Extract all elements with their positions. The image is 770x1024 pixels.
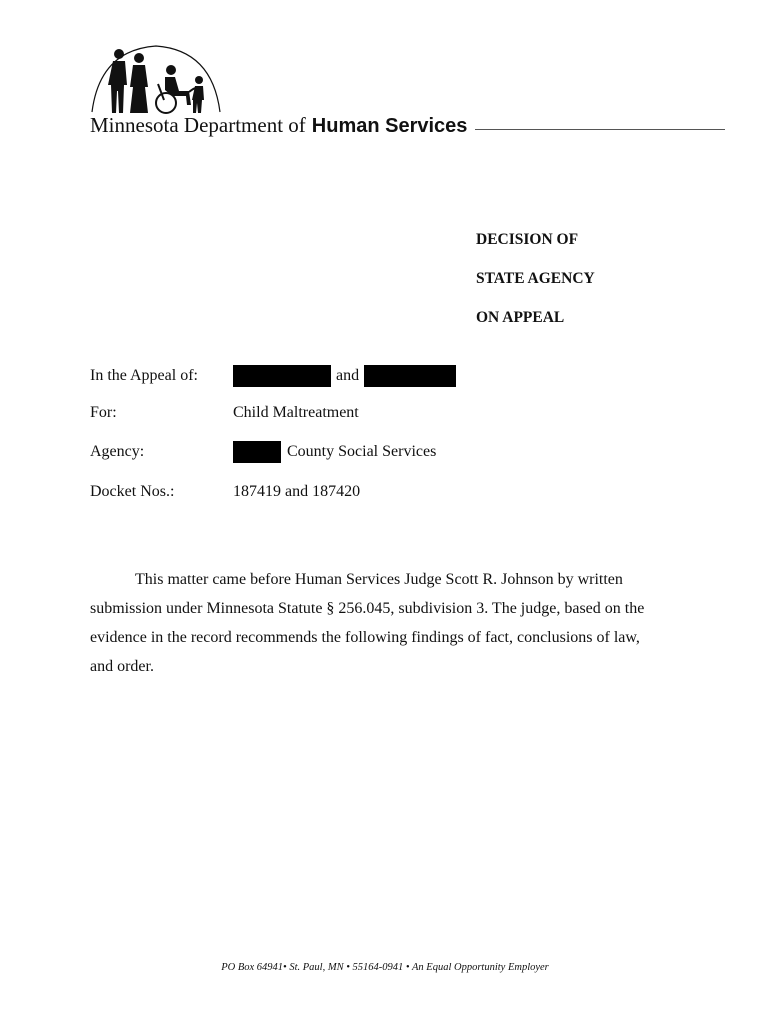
docket-label: Docket Nos.: (90, 483, 175, 500)
appeal-connector: and (336, 367, 360, 385)
agency-letterhead (90, 114, 725, 138)
body-line: This matter came before Human Services Judge Scott R. Johnson by written (135, 571, 623, 588)
agency-label: Agency: (90, 443, 145, 460)
agency-name-bold: Human Services (311, 115, 468, 137)
agency-name-prefix: Minnesota Department of (90, 113, 306, 137)
decision-title-block (476, 229, 595, 346)
docket-value: 187419 and 187420 (233, 483, 361, 500)
letterhead-rule (475, 129, 725, 130)
appeal-label: In the Appeal of: (90, 367, 198, 384)
page-footer: PO Box 64941• St. Paul, MN • 55164-0941 • An Equal Opportunity Employer (221, 962, 549, 973)
redaction-box (364, 365, 456, 387)
redaction-box (233, 441, 281, 463)
decision-line-2: STATE AGENCY (476, 270, 595, 287)
body-line: and order. (90, 658, 154, 675)
body-line: evidence in the record recommends the following findings of fact, conclusions of law, (90, 629, 640, 646)
decision-line-3: ON APPEAL (476, 309, 565, 326)
body-line: submission under Minnesota Statute § 256.045, subdivision 3. The judge, based on the (90, 600, 645, 617)
agency-value (233, 440, 436, 464)
agency-value-text: County Social Services (287, 443, 437, 461)
family-wheelchair-logo-icon (86, 40, 226, 120)
redaction-box (233, 365, 331, 387)
for-value: Child Maltreatment (233, 404, 359, 421)
appeal-value (233, 364, 456, 388)
body-paragraph (90, 565, 670, 681)
decision-line-1: DECISION OF (476, 231, 579, 248)
for-label: For: (90, 404, 117, 421)
